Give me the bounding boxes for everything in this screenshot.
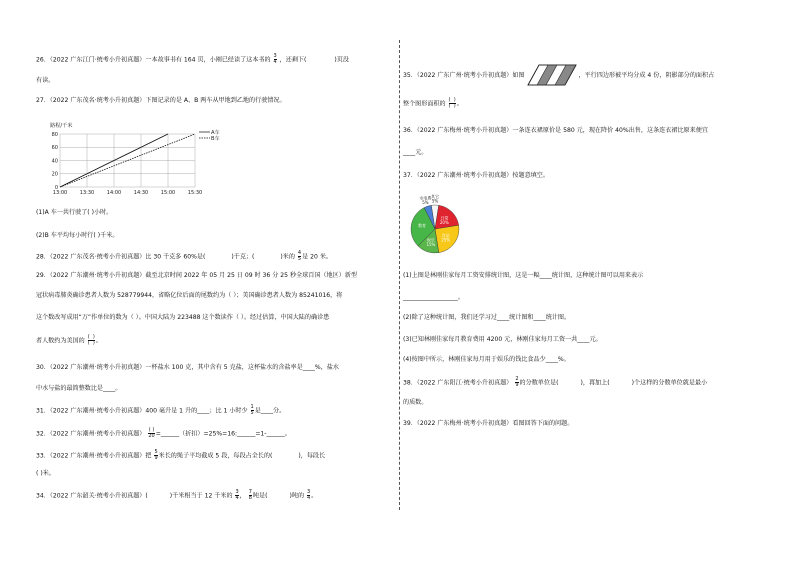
question-36-line2: ____元。 — [403, 149, 428, 156]
question-39: 39．（2022 广东梅州·统考小升初真题）看图回答下面的问题。 — [403, 420, 574, 427]
line-chart — [36, 120, 236, 200]
pie-value-label: 5% — [422, 200, 429, 206]
question-27-sub1: (1)A 车一共行驶了( )小时。 — [36, 209, 113, 216]
x-tick-label: 13:30 — [79, 190, 95, 196]
pie-value-label: 5% — [431, 198, 439, 204]
fraction: $\frac{3}{4}$ — [273, 53, 277, 65]
parallelogram-figure — [527, 64, 577, 86]
question-37-sub2: (2)除了这种统计图，我们还学习过____统计图和____统计图。 — [403, 314, 571, 321]
x-tick-label: 13:00 — [52, 190, 68, 196]
y-tick-label: 0 — [54, 184, 58, 191]
column-divider — [399, 40, 400, 510]
question-37-title: 37．（2022 广东潮州·统考小升初真题）按题意填空。 — [403, 172, 549, 179]
x-tick-label: 14:00 — [106, 190, 122, 196]
question-31: 31．（2022 广东潮州·统考小升初真题）400 毫升是 1 升的____；比 1 小时少 $\frac{1}{5}$ 是____分。 — [36, 404, 286, 416]
pie-value-label: 15% — [426, 242, 436, 248]
question-30-line1: 30．（2022 广东潮州·统考小升初真题）一杯盐水 100 克，其中含有 5 克盐，这杯盐水的含盐率是____%，盐水 — [36, 364, 339, 371]
question-37-sub3: (3)已知林刚佳家每月教育费用 4200 元，林刚佳家每月工资一共____元。 — [403, 336, 602, 343]
y-tick-label: 20 — [51, 171, 58, 178]
pie-label: 其它 — [431, 194, 439, 199]
x-tick-label: 14:30 — [133, 190, 149, 196]
y-tick-label: 60 — [51, 145, 58, 152]
question-35-cont: 整个图形面积的 $\frac{( )}{( )}$ 。 — [403, 97, 463, 109]
legend-label: B车 — [211, 135, 220, 142]
pie-value-label: 25% — [441, 237, 451, 243]
pie-label: 食品 — [441, 232, 450, 238]
question-27-sub2: (2)B 车平均每小时行( )千米。 — [36, 232, 119, 239]
question-37-sub1-blank: __________________。 — [403, 294, 464, 301]
question-34: 34．（2022 广东韶关·统考小升初真题）( )千米相当于 12 千米的 $\frac{3}{4}$ ， $\frac{7}{8}$ 吨是( )吨的 $\frac{3}{4}$ 。 — [36, 489, 318, 501]
question-33-cont: ( )米。 — [36, 470, 55, 477]
question-26-cont: 有读。 — [36, 77, 55, 84]
question-35: 35．（2022 广东广州·统考小升初真题）如图 ，平行四边形被平均分成 4 份，阴影部分的面积占 — [403, 64, 714, 86]
question-28: 28．（2022 广东茂名·统考小升初真题）比 30 千克多 60%是( )千克；( )米的 $\frac{4}{5}$ 是 20 米。 — [36, 250, 333, 262]
question-27-title: 27．（2022 广东茂名·统考小升初真题）下图记录的是 A、B 两车从甲地到乙地的行驶情况。 — [36, 97, 286, 104]
question-30-line2: 中水与盐的最简整数比是____。 — [36, 385, 122, 392]
question-29-line1: 29．（2022 广东潮州·统考小升初真题）截至北京时间 2022 年 05 月 25 日 09 时 36 分 25 秒全球百国（地区）新型 — [36, 272, 357, 279]
question-26: 26．（2022 广东江门·统考小升初真题）一本故事书有 164 页，小刚已经读了这本书的 $\frac{3}{4}$ ，还剩下( )页没 — [36, 53, 349, 65]
y-tick-label: 80 — [51, 131, 58, 138]
pie-label: 日常 — [440, 215, 449, 221]
question-37-sub4: (4)按图中所示，林刚佳家每月用于娱乐的钱比食品少____%。 — [403, 356, 570, 363]
question-29-line3: 这个数改写成用“万”作单位的数为（ ）。中国大陆为 223488 这个数读作（ ）。经过估算，中国大陆的确诊患 — [36, 314, 330, 321]
question-33: 33．（2022 广东潮州·统考小升初真题）把 $\frac{5}{9}$ 米长的绳子平均截成 5 段，每段占全长的( )，每段长 — [36, 449, 326, 461]
pie-chart — [403, 186, 473, 261]
x-tick-label: 15:00 — [160, 190, 176, 196]
pie-value-label: 20% — [439, 220, 449, 226]
x-tick-label: 15:30 — [187, 190, 203, 196]
legend-label: A车 — [211, 129, 220, 136]
question-29-line4: 者人数约为美国的 $\frac{( )}{( )}$ 。 — [36, 334, 102, 346]
pie-label: 娱乐 — [426, 237, 435, 243]
pie-label: 教育 — [417, 222, 426, 228]
question-37-sub1: (1)上图是林刚佳家每月工资安排统计图，这是一幅____统计图，这种统计图可以用来表示 — [403, 272, 644, 279]
y-axis-label: 路程/千米 — [50, 123, 73, 129]
question-38-cont: 的质数。 — [403, 399, 428, 406]
question-32: 32．（2022 广东潮州·统考小升初真题） $\frac{( )}{20}$ =______（折扣）=25%=16:______=1-______。 — [36, 427, 291, 439]
question-29-line2: 冠状病毒肺炎确诊患者人数为 528779944，省略亿位后面的尾数约为（ ）；美国确诊患者人数为 85241016，将 — [36, 292, 343, 299]
question-38: 38．（2022 广东阳江·统考小升初真题） $\frac{2}{9}$ 的分数单位是( )，再加上( )个这样的分数单位就是最小 — [403, 376, 708, 388]
question-36-line1: 36．（2022 广东梅州·统考小升初真题）一条连衣裙原价是 580 元，现在降价 40%出售，这条连衣裙比原来便宜 — [403, 127, 708, 134]
pie-label: 水电费 — [419, 195, 432, 201]
y-tick-label: 40 — [51, 158, 58, 165]
